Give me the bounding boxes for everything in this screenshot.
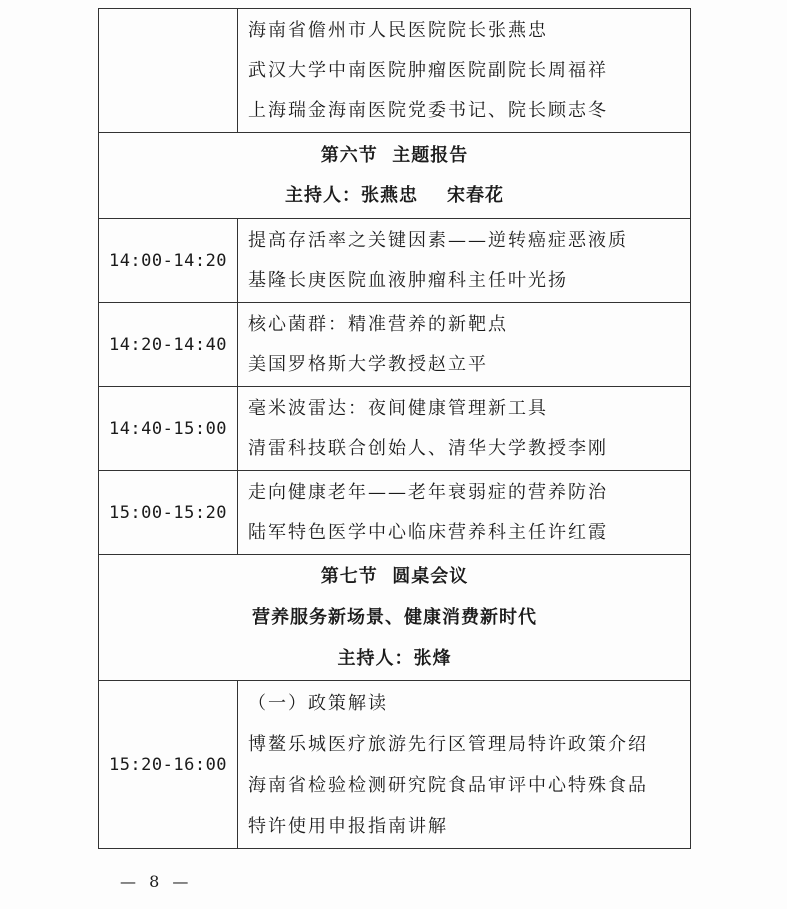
speaker-line: 海南省儋州市人民医院院长张燕忠 — [248, 19, 548, 41]
section-host: 主持人：张烽 — [337, 648, 452, 669]
talk-speaker: 陆军特色医学中心临床营养科主任许红霞 — [248, 521, 608, 543]
table-row — [99, 471, 691, 555]
table-row — [99, 303, 691, 387]
table-row — [99, 387, 691, 471]
talk-cell — [238, 681, 691, 849]
time-cell: 14:40-15:00 — [99, 387, 238, 471]
talk-cell — [238, 387, 691, 471]
talk-title: 核心菌群：精准营养的新靶点 — [248, 313, 508, 335]
talk-cell — [238, 471, 691, 555]
section-row — [99, 555, 691, 681]
speakers-cell — [238, 9, 691, 133]
time-cell-empty — [99, 9, 238, 133]
section-title: 第六节 主题报告 — [320, 144, 469, 166]
talk-detail: 海南省检验检测研究院食品审评中心特殊食品 — [248, 774, 648, 796]
section-subtitle: 营养服务新场景、健康消费新时代 — [252, 607, 537, 628]
talk-detail: 特许使用申报指南讲解 — [248, 815, 448, 837]
talk-title: （一）政策解读 — [248, 692, 388, 714]
speaker-line: 上海瑞金海南医院党委书记、院长顾志冬 — [248, 99, 608, 121]
talk-speaker: 清雷科技联合创始人、清华大学教授李刚 — [248, 437, 608, 459]
page-number: — 8 — — [120, 872, 193, 891]
table-row — [99, 219, 691, 303]
talk-title: 提高存活率之关键因素——逆转癌症恶液质 — [248, 229, 628, 251]
talk-title: 走向健康老年——老年衰弱症的营养防治 — [248, 481, 608, 503]
time-cell: 15:00-15:20 — [99, 471, 238, 555]
table-row — [99, 681, 691, 849]
section-row — [99, 133, 691, 219]
section-six-header — [99, 133, 691, 219]
speaker-line: 武汉大学中南医院肿瘤医院副院长周福祥 — [248, 59, 608, 81]
agenda-table — [98, 8, 691, 849]
talk-speaker: 美国罗格斯大学教授赵立平 — [248, 353, 488, 375]
talk-cell — [238, 303, 691, 387]
time-cell: 14:00-14:20 — [99, 219, 238, 303]
time-cell: 15:20-16:00 — [99, 681, 238, 849]
talk-speaker: 基隆长庚医院血液肿瘤科主任叶光扬 — [248, 269, 568, 291]
time-cell: 14:20-14:40 — [99, 303, 238, 387]
talk-title: 毫米波雷达：夜间健康管理新工具 — [248, 397, 548, 419]
section-title: 第七节 圆桌会议 — [320, 566, 469, 587]
table-row — [99, 9, 691, 133]
section-seven-header — [99, 555, 691, 681]
talk-cell — [238, 219, 691, 303]
talk-detail: 博鳌乐城医疗旅游先行区管理局特许政策介绍 — [248, 733, 648, 755]
section-host: 主持人：张燕忠 宋春花 — [284, 184, 505, 206]
